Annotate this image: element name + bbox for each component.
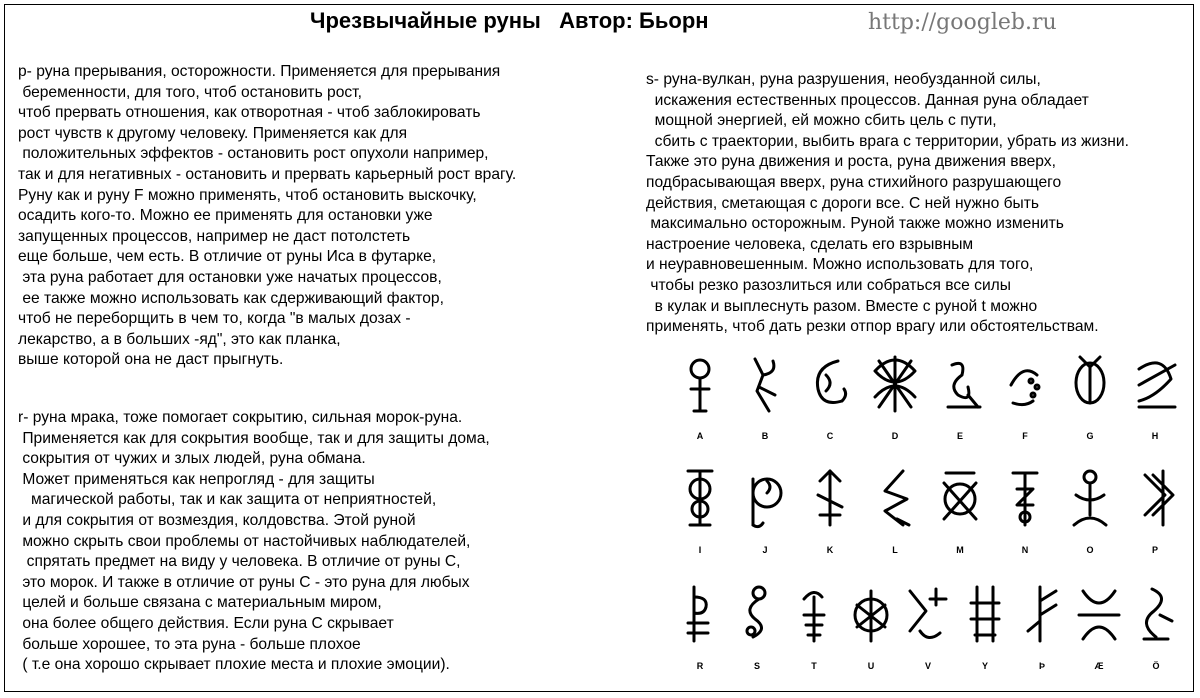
rune-glyph-cell [896,575,960,683]
rune-glyph-icon [928,345,992,425]
rune-glyph-icon [863,345,927,425]
rune-glyph-icon [896,575,960,655]
rune-glyph-cell [1058,345,1122,453]
text-line: положительных эффектов - остановить рост опухоли например, [18,145,489,163]
rune-p-description [18,62,516,371]
text-line: чтобы резко разозлиться или собраться все силы [646,276,1011,294]
rune-glyph-cell [782,575,846,683]
text-line: спрятать предмет на виду у человека. В отличие от руны С, [18,553,461,571]
rune-glyph-cell [863,459,927,567]
rune-glyph-cell [928,459,992,567]
text-line: еще больше, чем есть. В отличие от руны Иса в футарке, [18,248,437,266]
text-line: больше хорошее, то эта руна - больше плохое [18,635,361,653]
rune-letter-label: E [956,431,963,441]
rune-glyph-cell [668,575,732,683]
rune-glyph-cell [733,459,797,567]
text-line: можно скрыть свои проблемы от настойчивых наблюдателей, [18,532,471,550]
rune-glyph-icon [1123,345,1187,425]
rune-letter-label: H [1151,431,1159,441]
rune-letter-label: I [698,545,702,555]
rune-glyph-icon [1124,575,1188,655]
rune-glyph-icon [993,345,1057,425]
text-line: действия, сметающая с дороги все. С ней нужно быть [646,194,1039,212]
rune-letter-label: C [826,431,834,441]
rune-glyph-cell [863,345,927,453]
text-line: осадить кого-то. Можно ее применять для остановки уже [18,207,433,225]
rune-glyph-icon [725,575,789,655]
rune-glyph-cell [839,575,903,683]
text-line: ее также можно использовать как сдерживающий фактор, [18,289,444,307]
text-line: так и для негативных - остановить и прервать карьерный рост врагу. [18,165,517,183]
text-line: ( т.е она хорошо скрывает плохие места и плохие эмоции). [18,656,450,674]
text-line: мощной энергией, ей можно сбить цель с пути, [646,112,997,130]
text-line: сокрытия от чужих и злых людей, руна обмана. [18,450,366,468]
rune-letter-label: U [867,661,875,671]
rune-letter-label: A [696,431,704,441]
rune-letter-label: V [924,661,931,671]
rune-letter-label: M [956,545,964,555]
rune-letter-label: P [1151,545,1158,555]
rune-glyph-cell [993,345,1057,453]
rune-glyph-icon [668,345,732,425]
rune-letter-label: F [1022,431,1028,441]
site-url[interactable]: http://googleb.ru [868,10,1057,35]
rune-glyph-cell [1067,575,1131,683]
rune-letter-label: D [891,431,899,441]
rune-glyph-cell [1010,575,1074,683]
text-line: запущенных процессов, например не даст потолстеть [18,227,411,245]
text-line: и для сокрытия от возмездия, колдовства. Этой руной [18,511,416,529]
text-line: и неуравновешенным. Можно использовать для того, [646,256,1034,274]
rune-glyph-icon [733,459,797,539]
rune-glyph-cell [1124,575,1188,683]
rune-letter-label: J [762,545,768,555]
text-line: она более общего действия. Если руна С скрывает [18,614,394,632]
rune-glyph-icon [953,575,1017,655]
rune-glyph-cell [668,459,732,567]
text-line: чтоб прервать отношения, как отворотная - чтоб заблокировать [18,104,481,122]
text-line: подбрасывающая вверх, руна стихийного разрушающего [646,173,1062,191]
rune-glyph-icon [1123,459,1187,539]
rune-glyph-icon [798,345,862,425]
rune-letter-label: O [1086,545,1094,555]
rune-glyph-icon [993,459,1057,539]
rune-glyph-icon [668,459,732,539]
rune-r-description [18,408,490,676]
rune-letter-label: L [892,545,898,555]
text-line: магической работы, так и как защита от неприятностей, [18,491,437,509]
rune-s-description [646,70,1129,338]
rune-letter-label: Y [981,661,988,671]
rune-glyph-cell [798,459,862,567]
text-line: Может применяться как непрогляд - для защиты [18,470,375,488]
rune-letter-label: R [696,661,704,671]
text-line: Руну как и руну F можно применять, чтоб остановить выскочку, [18,186,477,204]
rune-glyph-cell [1123,459,1187,567]
text-line: настроение человека, сделать его взрывным [646,235,974,253]
rune-glyph-cell [1058,459,1122,567]
rune-glyph-icon [1058,345,1122,425]
rune-glyph-cell [798,345,862,453]
rune-glyph-icon [863,459,927,539]
rune-glyph-cell [668,345,732,453]
rune-letter-label: Ö [1152,661,1160,671]
rune-glyph-icon [928,459,992,539]
text-line: беременности, для того, чтоб остановить рост, [18,83,362,101]
text-line: r- руна мрака, тоже помогает сокрытию, сильная морок-руна. [18,409,463,426]
rune-glyph-icon [1058,459,1122,539]
rune-glyph-icon [1010,575,1074,655]
text-line: максимально осторожным. Руной также можно изменить [646,215,1064,233]
rune-glyph-icon [1067,575,1131,655]
rune-glyph-cell [928,345,992,453]
rune-letter-label: Æ [1094,661,1104,671]
rune-letter-label: K [826,545,834,555]
page-title: Чрезвычайные руны Автор: Бьорн [310,8,709,33]
rune-glyph-cell [953,575,1017,683]
rune-glyph-cell [1123,345,1187,453]
rune-letter-label: Þ [1038,661,1045,671]
text-line: применять, чтоб дать резки отпор врагу или обстоятельствам. [646,318,1099,336]
text-line: Также это руна движения и роста, руна движения вверх, [646,153,1056,171]
text-line: это морок. И также в отличие от руны С - это руна для любых [18,573,470,591]
rune-glyph-icon [733,345,797,425]
rune-glyph-cell [733,345,797,453]
text-line: целей и больше связана с материальным миром, [18,594,382,612]
rune-glyph-icon [798,459,862,539]
rune-letter-label: N [1021,545,1029,555]
text-line: лекарство, а в больших -яд", это как планка, [18,330,341,348]
rune-glyph-cell [725,575,789,683]
rune-letter-label: B [761,431,769,441]
rune-chart [668,345,1188,695]
text-line: искажения естественных процессов. Данная руна обладает [646,91,1089,109]
text-line: эта руна работает для остановки уже начатых процессов, [18,268,442,286]
rune-glyph-icon [782,575,846,655]
rune-letter-label: G [1086,431,1094,441]
rune-glyph-icon [839,575,903,655]
text-line: в кулак и выплеснуть разом. Вместе с руной t можно [646,297,1038,315]
text-line: р- руна прерывания, осторожности. Применяется для прерывания [18,63,501,80]
text-line: s- руна-вулкан, руна разрушения, необузданной силы, [646,71,1041,88]
rune-letter-label: T [811,661,817,671]
rune-glyph-cell [993,459,1057,567]
text-line: сбить с траектории, выбить врага с территории, убрать из жизни. [646,132,1129,150]
text-line: Применяется как для сокрытия вообще, так и для защиты дома, [18,429,490,447]
text-line: выше которой она не даст прыгнуть. [18,351,284,369]
text-line: чтоб не переборщить в чем то, когда "в малых дозах - [18,310,411,328]
rune-glyph-icon [668,575,732,655]
text-line: рост чувств к другому человеку. Применяется как для [18,124,408,142]
rune-letter-label: S [753,661,760,671]
